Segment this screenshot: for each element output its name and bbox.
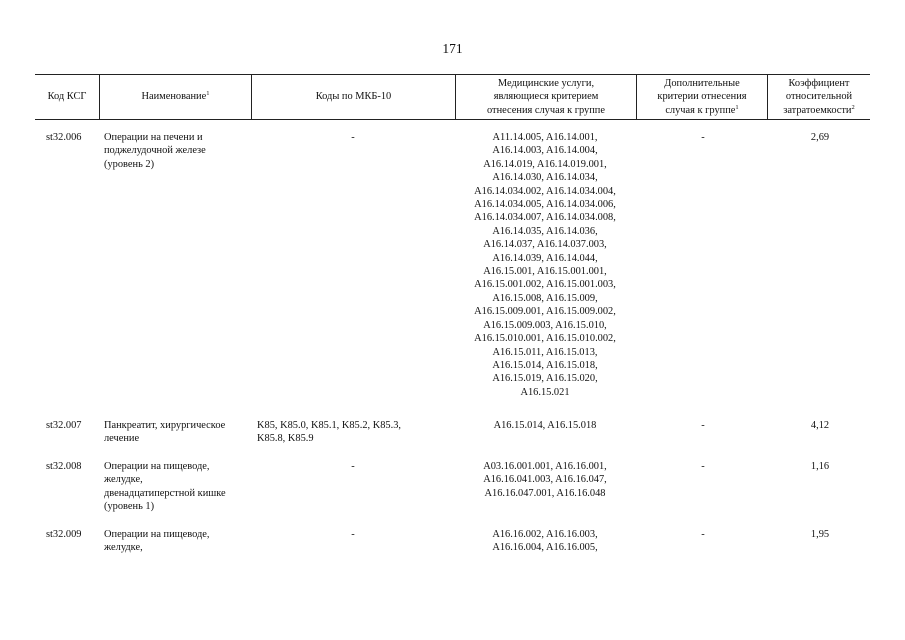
medical-services — [452, 528, 638, 555]
medical-services-line: A16.14.035, A16.14.036, — [492, 225, 598, 237]
medical-services-line: A16.15.008, A16.15.009, — [492, 292, 598, 304]
medical-services-line: A16.14.039, A16.14.044, — [492, 252, 598, 264]
mkb-codes — [255, 460, 451, 473]
additional-criteria — [640, 528, 766, 541]
medical-services-line: A16.16.004, A16.16.005, — [492, 542, 598, 554]
medical-services-line: A16.16.041.003, A16.16.047, — [483, 474, 607, 486]
ksg-code — [46, 131, 102, 144]
additional-criteria — [640, 460, 766, 473]
header-code: Код КСГ — [47, 91, 87, 103]
mkb-codes — [255, 131, 451, 144]
medical-services-line: A16.15.014, A16.15.018, — [492, 359, 598, 371]
ksg-code-line: st32.009 — [46, 529, 82, 540]
medical-services-line: A16.15.021 — [520, 386, 570, 398]
ksg-code — [46, 460, 102, 473]
medical-services-line: A16.15.014, A16.15.018 — [493, 420, 597, 431]
medical-services-line: A16.14.034.005, A16.14.034.006, — [474, 199, 616, 211]
group-name — [104, 419, 254, 446]
medical-services-line: A11.14.005, A16.14.001, — [492, 132, 598, 143]
mkb-codes — [255, 528, 451, 541]
cost-coefficient — [770, 460, 870, 473]
cost-coefficient-line: 1,95 — [810, 529, 830, 540]
group-name-line: двенадцатиперстной кишке — [104, 487, 226, 499]
group-name-line: Операции на пищеводе, — [104, 529, 210, 540]
ksg-code — [46, 528, 102, 541]
medical-services-line: A16.16.002, A16.16.003, — [492, 529, 598, 540]
ksg-code-line: st32.007 — [46, 420, 82, 431]
header-mkb: Коды по МКБ-10 — [315, 91, 392, 103]
header-criteria: Дополнительные критерии отнесения случая к группе$^1$ — [657, 77, 747, 116]
medical-services-line: A16.14.034.007, A16.14.034.008, — [474, 212, 616, 224]
group-name-line: желудке, — [104, 474, 143, 486]
medical-services-line: A16.15.010.001, A16.15.010.002, — [474, 333, 616, 345]
medical-services-line: A16.14.037, A16.14.037.003, — [483, 239, 607, 251]
medical-services-line: A16.15.019, A16.15.020, — [492, 373, 598, 385]
group-name-line: желудке, — [104, 542, 143, 554]
medical-services-line: A16.15.001, A16.15.001.001, — [483, 266, 607, 278]
group-name — [104, 528, 254, 555]
medical-services-line: A16.14.003, A16.14.004, — [492, 145, 598, 157]
additional-criteria — [640, 419, 766, 432]
cost-coefficient-line: 4,12 — [810, 420, 830, 431]
medical-services — [452, 460, 638, 500]
medical-services-line: A03.16.001.001, A16.16.001, — [483, 461, 607, 472]
mkb-codes — [257, 419, 447, 446]
cost-coefficient-line: 1,16 — [810, 461, 830, 472]
cost-coefficient — [770, 419, 870, 432]
group-name-line: Операции на печени и — [104, 132, 203, 143]
group-name-line: (уровень 2) — [104, 158, 155, 170]
mkb-codes-line: K85, K85.0, K85.1, K85.2, K85.3, — [257, 420, 402, 431]
ksg-code-line: st32.006 — [46, 132, 82, 143]
ksg-code-line: st32.008 — [46, 461, 82, 472]
medical-services-line: A16.14.019, A16.14.019.001, — [483, 158, 607, 170]
cost-coefficient — [770, 528, 870, 541]
medical-services-line: A16.15.009.001, A16.15.009.002, — [474, 306, 616, 318]
group-name-line: поджелудочной железе — [104, 145, 206, 157]
table-header-rule — [35, 119, 870, 120]
additional-criteria-line: - — [701, 420, 705, 431]
mkb-codes-line: - — [351, 132, 355, 143]
additional-criteria-line: - — [701, 529, 705, 540]
medical-services-line: A16.14.030, A16.14.034, — [492, 172, 598, 184]
header-coefficient: Коэффициент относительной затратоемкости$^2$ — [783, 77, 855, 116]
cost-coefficient-line: 2,69 — [810, 132, 830, 143]
ksg-code — [46, 419, 102, 432]
mkb-codes-line: - — [351, 529, 355, 540]
header-services: Медицинские услуги, являющиеся критерием отнесения случая к группе — [487, 77, 605, 116]
medical-services-line: A16.15.011, A16.15.013, — [492, 346, 598, 358]
group-name — [104, 131, 254, 171]
medical-services-line: A16.14.034.002, A16.14.034.004, — [474, 185, 616, 197]
header-name: Наименование$^1$ — [141, 90, 210, 103]
group-name-line: лечение — [104, 433, 140, 445]
additional-criteria — [640, 131, 766, 144]
medical-services-line: A16.15.001.002, A16.15.001.003, — [474, 279, 616, 291]
mkb-codes-line: - — [351, 461, 355, 472]
additional-criteria-line: - — [701, 461, 705, 472]
group-name-line: (уровень 1) — [104, 501, 155, 513]
medical-services — [452, 419, 638, 432]
additional-criteria-line: - — [701, 132, 705, 143]
group-name — [104, 460, 254, 514]
medical-services-line: A16.16.047.001, A16.16.048 — [484, 487, 606, 499]
cost-coefficient — [770, 131, 870, 144]
mkb-codes-line: K85.8, K85.9 — [257, 433, 314, 445]
group-name-line: Операции на пищеводе, — [104, 461, 210, 472]
medical-services — [452, 131, 638, 399]
medical-services-line: A16.15.009.003, A16.15.010, — [483, 319, 607, 331]
group-name-line: Панкреатит, хирургическое — [104, 420, 226, 431]
page-number: 171 — [442, 41, 463, 56]
